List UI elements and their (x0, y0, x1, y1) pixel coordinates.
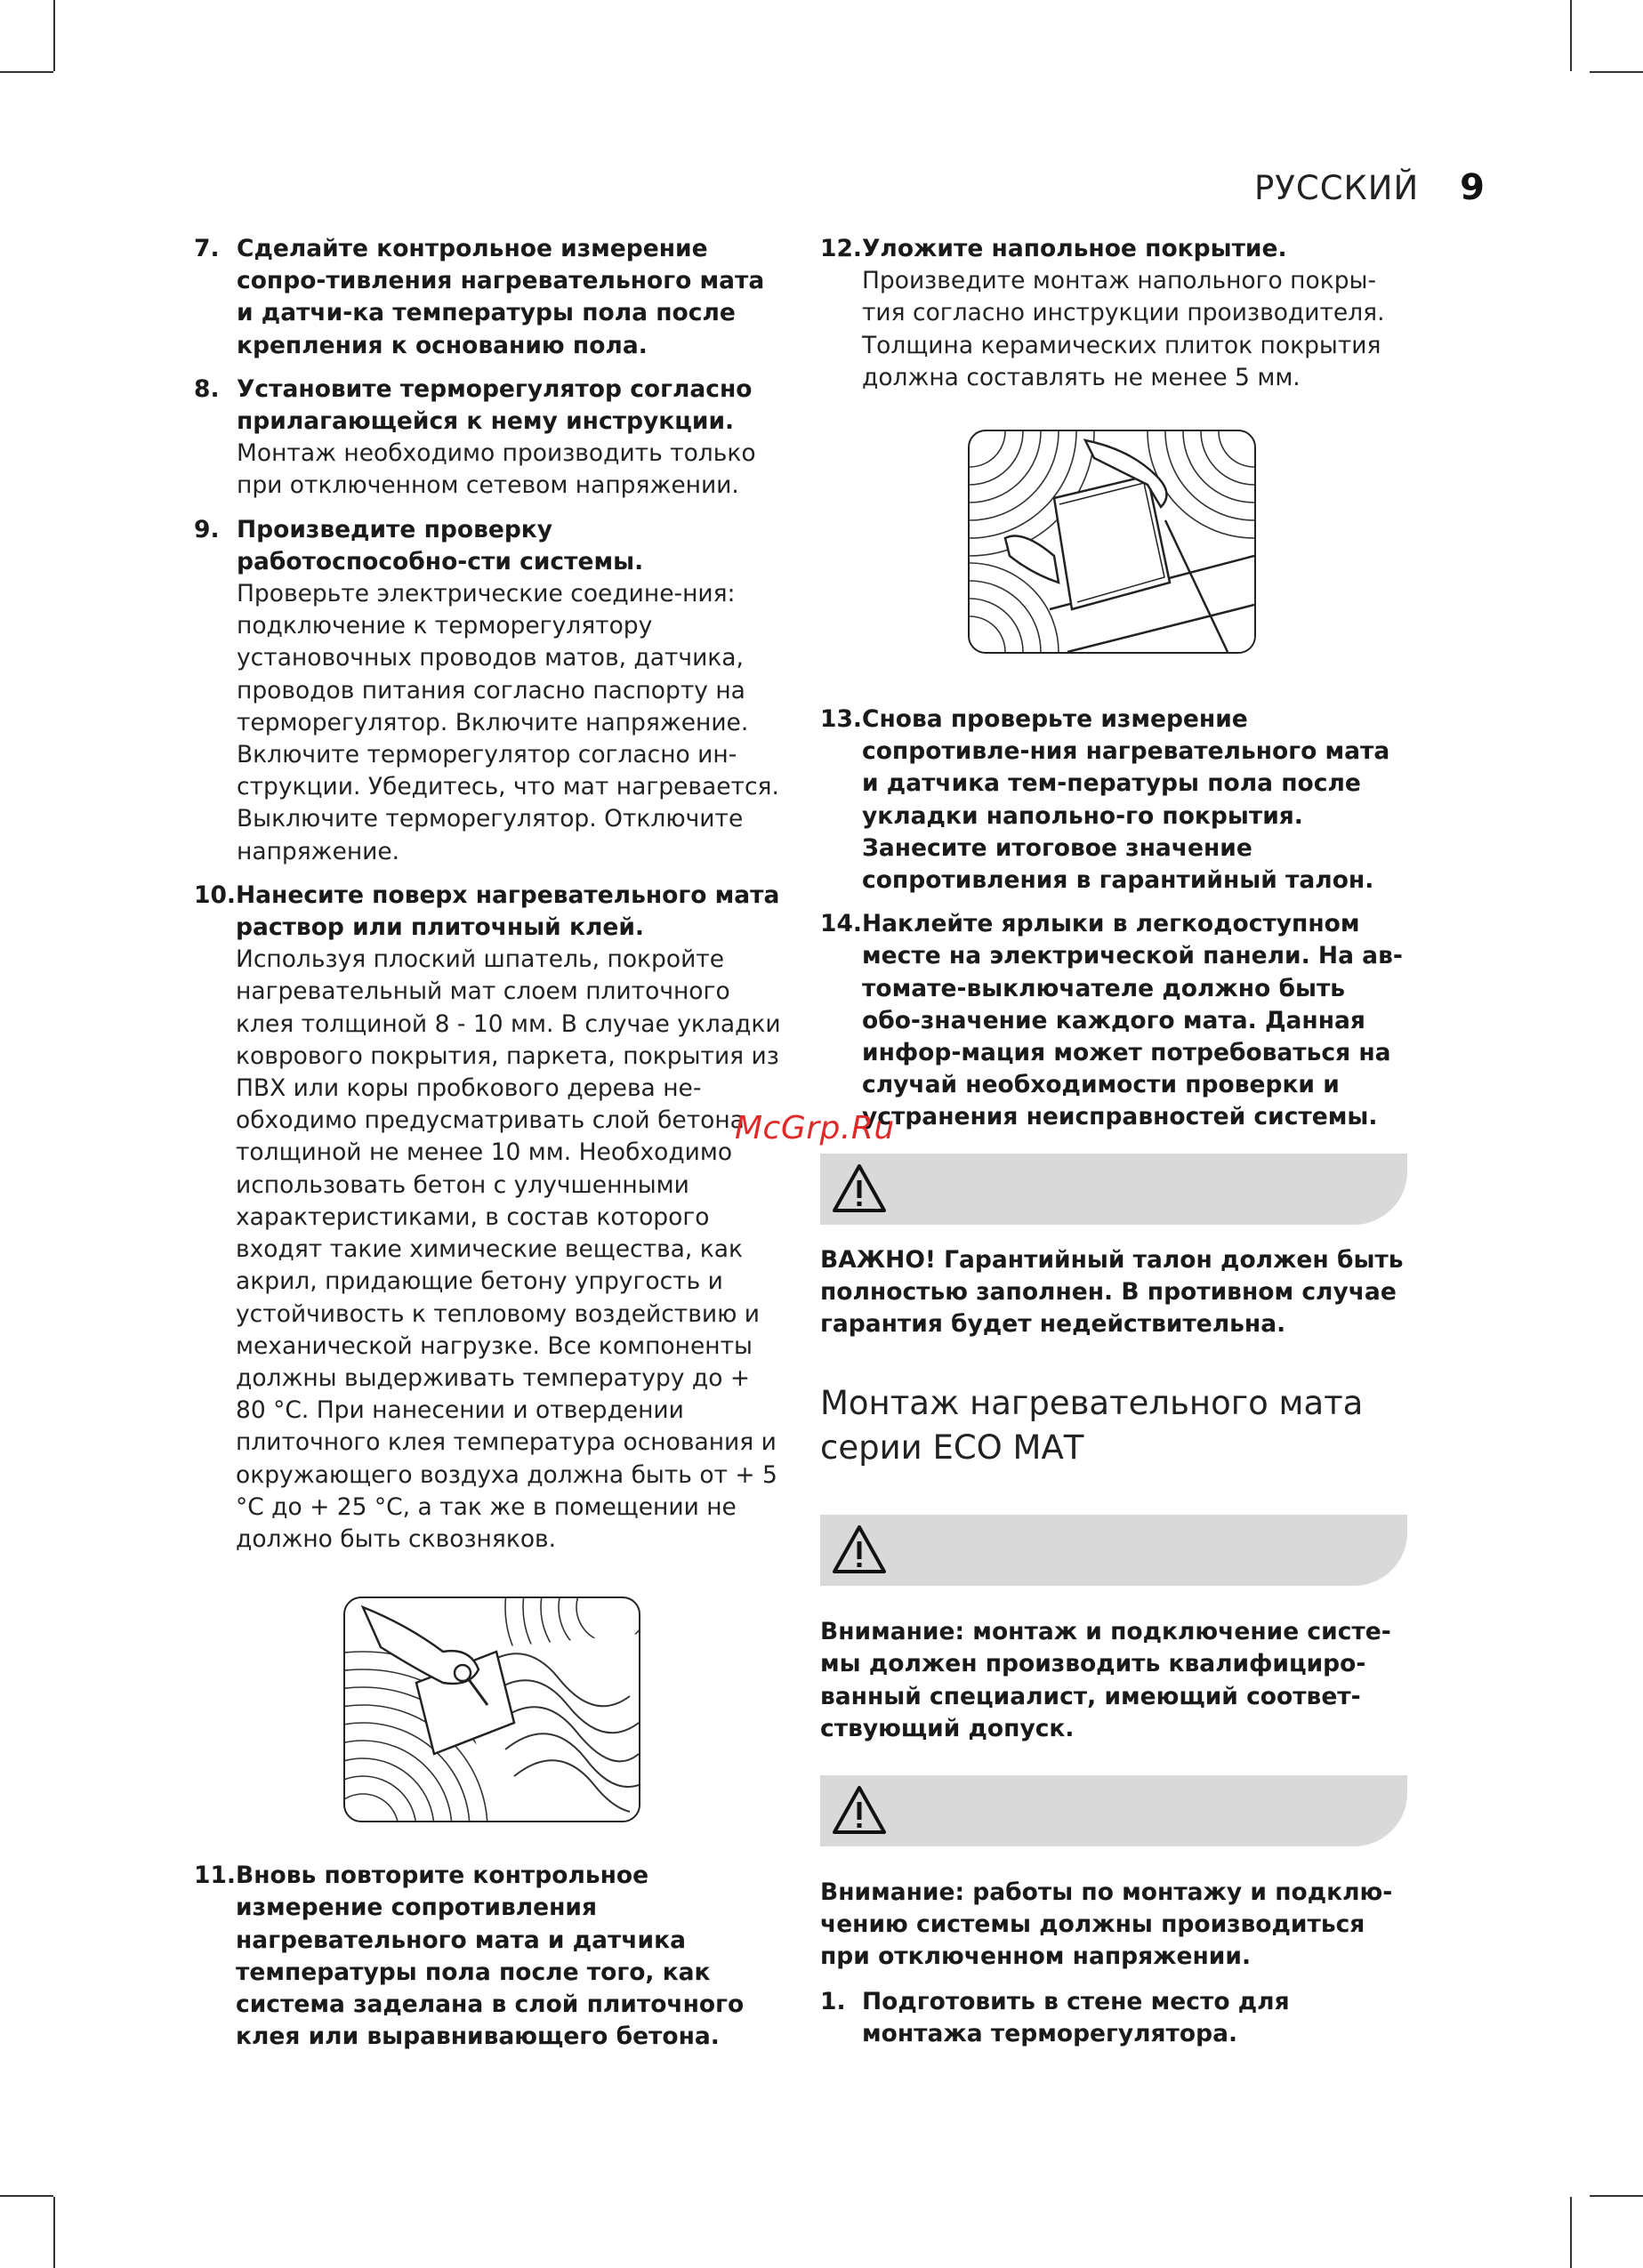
page-number: 9 (1460, 167, 1485, 208)
item-number: 7. (194, 235, 220, 262)
crop-mark (1590, 71, 1643, 73)
list-item (194, 514, 781, 868)
crop-mark (53, 2197, 55, 2268)
warning-bar (820, 1154, 1407, 1225)
item-number: 13. (820, 705, 862, 734)
item-number: 9. (194, 515, 220, 543)
item-number: 14. (820, 910, 862, 938)
warning-text: Внимание: работы по монтажу и подклю-чению системы должны производиться при отключенном напряжении. (820, 1878, 1393, 1971)
list-item (194, 1860, 781, 2053)
item-number: 1. (820, 1987, 846, 2015)
list-item (820, 233, 1407, 394)
crop-mark (1570, 0, 1572, 71)
warning-icon (831, 1784, 888, 1836)
item-number: 11. (194, 1862, 236, 1890)
page-header (1254, 167, 1485, 208)
tile-image (970, 431, 1254, 652)
watermark: McGrp.Ru (735, 1110, 895, 1146)
crop-mark (0, 2195, 53, 2197)
item-title: Установите терморегулятор согласно прилагающейся к нему инструкции. (237, 374, 753, 436)
right-column (820, 233, 1407, 2062)
crop-mark (1590, 2195, 1643, 2197)
list-item (194, 233, 781, 362)
illustration-trowel (343, 1596, 640, 1822)
item-number: 10. (194, 881, 236, 909)
item-body: Монтаж необходимо производить только при отключенном сетевом напряжении. (237, 439, 756, 500)
list-item (820, 704, 1407, 897)
list-item (820, 1986, 1407, 2050)
item-title: Нанесите поверх нагревательного мата раствор или плиточный клей. (236, 881, 780, 942)
warning-icon (831, 1524, 888, 1575)
crop-mark (0, 71, 53, 73)
warning-icon (831, 1162, 888, 1214)
crop-mark (53, 0, 55, 71)
item-body: Используя плоский шпатель, покройте нагревательный мат слоем плиточного клея толщиной 8 - 10 мм. В случае укладки коврового покрытия, паркета, покрытия из ПВХ или коры пробкового дерева не-обходимо предусматривать слой бетона толщиной не менее 10 мм. Необходимо использовать бетон с улучшенными характеристиками, в состав которого входят такие химические вещества, как акрил, придающие бетону упругость и устойчивость к тепловому воздействию и механической нагрузке. Все компоненты должны выдерживать температуру до + 80 °С. При нанесении и отвердении плиточного клея температура основания и окружающего воздуха должна быть от + 5 °С до + 25 °С, а так же в помещении не должно быть сквозняков. (236, 945, 781, 1553)
item-title: Сделайте контрольное измерение сопро-тивления нагревательного мата и датчи-ка температуры пола после крепления к основанию пола. (237, 235, 765, 359)
item-title: Вновь повторите контрольное измерение сопротивления нагревательного мата и датчика температуры пола после того, как система заделана в слой плиточного клея или выравнивающего бетона. (236, 1862, 745, 2051)
item-number: 12. (820, 235, 862, 262)
left-column (194, 233, 781, 2064)
warning-bar (820, 1775, 1407, 1846)
item-title: Уложите напольное покрытие. (862, 235, 1287, 262)
item-body: Проверьте электрические соедине-ния: подключение к терморегулятору установочных проводов матов, датчика, проводов питания согласно паспорту на терморегулятор. Включите напряжение. Включите терморегулятор согласно ин-струкции. Убедитесь, что мат нагревается. Выключите терморегулятор. Отключите напряжение. (237, 580, 779, 865)
language-label: РУССКИЙ (1254, 169, 1420, 207)
warning-bar (820, 1515, 1407, 1586)
trowel-image (345, 1598, 639, 1821)
warning-text: Внимание: монтаж и подключение систе-мы должен производить квалифициро-ванный специалист, имеющий соответ-ствующий допуск. (820, 1618, 1391, 1742)
item-title: Снова проверьте измерение сопротивле-ния нагревательного мата и датчика тем-пературы пола после укладки напольно-го покрытия. Занесите итоговое значение сопротивления в гарантийный талон. (862, 705, 1390, 895)
warning-text: ВАЖНО! Гарантийный талон должен быть полностью заполнен. В противном случае гарантия будет недействительна. (820, 1245, 1404, 1339)
list-item (194, 374, 781, 503)
list-item (820, 908, 1407, 1133)
item-body: Произведите монтаж напольного покры-тия согласно инструкции производителя. Толщина керамических плиток покрытия должна составлять не менее 5 мм. (862, 267, 1385, 391)
section-heading: Монтаж нагревательного мата серии ЕСО МАТ (820, 1384, 1364, 1468)
illustration-tile (968, 430, 1256, 654)
item-title: Подготовить в стене место для монтажа терморегулятора. (862, 1987, 1290, 2047)
item-title: Произведите проверку работоспособно-сти системы. (237, 515, 644, 575)
list-item (194, 880, 781, 1556)
item-number: 8. (194, 374, 220, 403)
item-title: Наклейте ярлыки в легкодоступном месте на электрической панели. На ав-томате-выключателе должно быть обо-значение каждого мата. Данная инфор-мация может потребоваться на случай необходимости проверки и устранения неисправностей системы. (862, 910, 1403, 1131)
crop-mark (1570, 2197, 1572, 2268)
